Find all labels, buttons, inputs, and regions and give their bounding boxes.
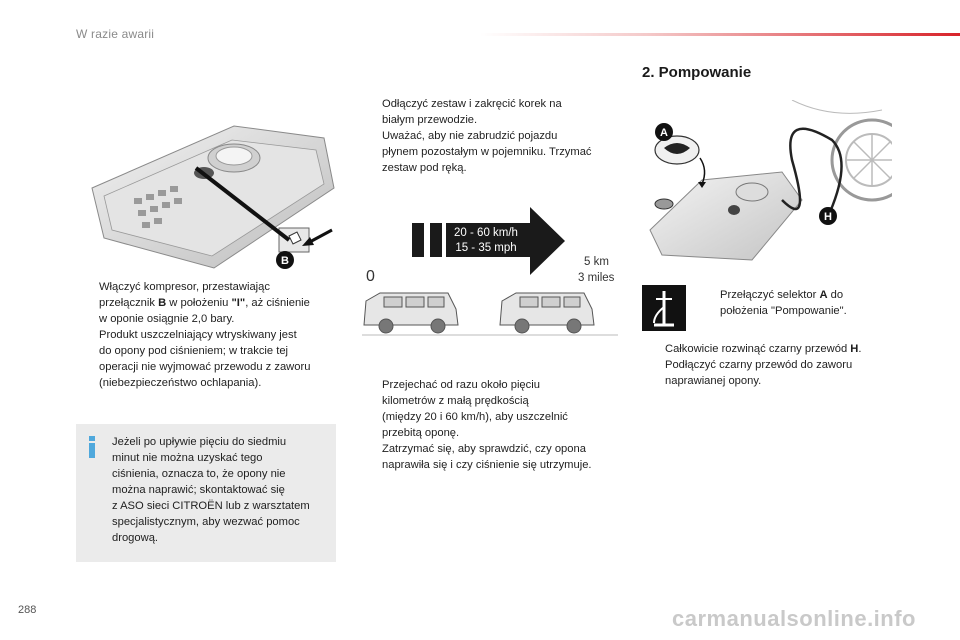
col3-instruction-1: Przełączyć selektor A do położenia "Pompowanie". xyxy=(720,289,847,317)
col2-instruction-1: Odłączyć zestaw i zakręcić korek na białym przewodzie. Uważać, aby nie zabrudzić pojazdu płynem pozostałym w pojemniku. Trzymać zestaw pod ręką. xyxy=(382,98,592,174)
inflate-selector-icon xyxy=(642,285,686,331)
col3-instruction-2: Całkowicie rozwinąć czarny przewód H. Podłączyć czarny przewód do zaworu naprawianej opony. xyxy=(665,343,862,387)
col2-instruction-2: Przejechać od razu około pięciu kilometrów z małą prędkością (między 20 i 60 km/h), aby uszczelnić przebitą oponę. Zatrzymać się, aby sprawdzić, czy opona naprawiła się i czy ciśnienie się utrzymuje. xyxy=(382,379,592,471)
distance-miles: 3 miles xyxy=(578,272,615,284)
info-icon xyxy=(88,436,96,458)
page-number: 288 xyxy=(18,604,37,616)
header-title: W razie awarii xyxy=(76,27,155,41)
compressor-hose-illustration xyxy=(642,100,892,272)
van-left xyxy=(364,293,458,333)
speed-distance-graphic xyxy=(360,205,622,345)
col1-instruction: Włączyć kompresor, przestawiając przełącznik B w położeniu "I", aż ciśnienie w oponie osiągnie 2,0 bary. Produkt uszczelniający wtryskiwany jest do opony pod ciśnieniem; w trakcie tej operacji nie wyjmować przewodu z zaworu (niebezpieczeństwo ochlapania). xyxy=(99,281,311,389)
label-a: A xyxy=(660,127,668,139)
speed-kmh: 20 - 60 km/h xyxy=(454,227,518,239)
van-right xyxy=(500,293,594,333)
start-marker: 0 xyxy=(366,268,375,285)
label-h: H xyxy=(824,211,832,223)
watermark: carmanualsonline.info xyxy=(672,606,916,631)
compressor-switch-illustration xyxy=(84,118,336,274)
header-rule xyxy=(480,33,960,36)
info-box: Jeżeli po upływie pięciu do siedmiu minut nie można uzyskać tego ciśnienia, oznacza to, że opony nie można naprawić; skontaktować się z ASO sieci CITROËN lub z warsztatem specjalistycznym, aby wezwać pomoc drogową. xyxy=(76,424,336,562)
section-title: 2. Pompowanie xyxy=(642,64,752,81)
distance-km: 5 km xyxy=(584,256,609,268)
label-b: B xyxy=(281,255,289,267)
speed-mph: 15 - 35 mph xyxy=(455,242,517,254)
